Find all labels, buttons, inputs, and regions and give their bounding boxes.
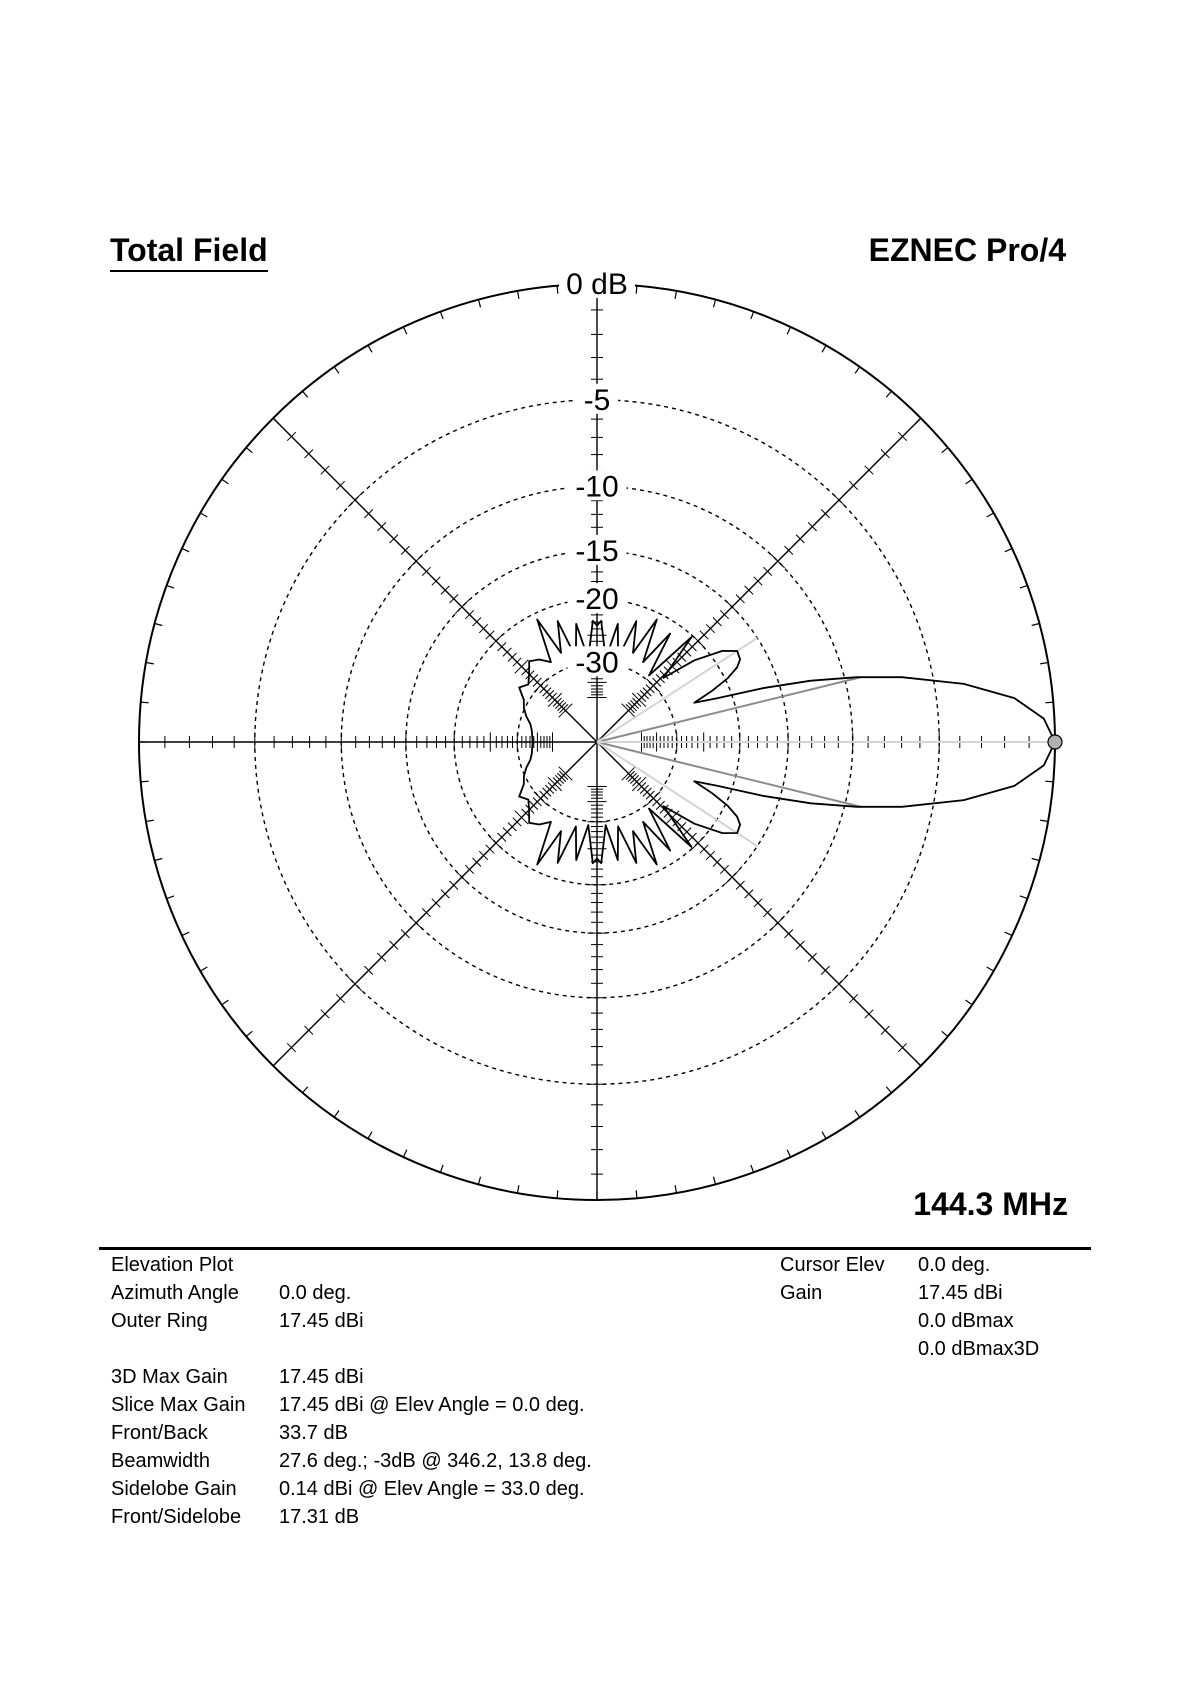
outer-tick xyxy=(714,300,716,308)
outer-tick xyxy=(1020,585,1028,588)
outer-tick xyxy=(1045,781,1053,782)
info-value: 27.6 deg.; -3dB @ 346.2, 13.8 deg. xyxy=(279,1450,592,1472)
outer-tick xyxy=(557,1190,558,1198)
outer-tick xyxy=(440,312,443,320)
info-value: 17.45 dBi xyxy=(918,1282,1003,1304)
outer-tick xyxy=(146,663,154,664)
info-spacer xyxy=(111,1335,592,1363)
outer-tick xyxy=(403,1150,406,1157)
outer-tick xyxy=(155,624,163,626)
outer-tick xyxy=(886,391,891,397)
outer-tick xyxy=(675,291,676,299)
outer-tick xyxy=(1040,663,1048,664)
outer-tick xyxy=(518,291,519,299)
frequency-label: 144.3 MHz xyxy=(913,1186,1068,1222)
outer-tick xyxy=(1032,859,1040,861)
cursor-marker xyxy=(1048,735,1062,749)
outer-tick xyxy=(303,391,308,397)
info-value: 17.45 dBi xyxy=(279,1310,364,1332)
outer-tick xyxy=(855,367,860,374)
outer-tick xyxy=(155,859,163,861)
info-row-dbmax3d xyxy=(780,1335,1039,1363)
info-label: Cursor Elev xyxy=(780,1254,885,1276)
info-row-front-back xyxy=(111,1419,592,1447)
outer-tick xyxy=(987,967,994,971)
outer-tick xyxy=(368,345,372,352)
outer-tick xyxy=(822,1132,826,1139)
info-value: 17.45 dBi @ Elev Angle = 0.0 deg. xyxy=(279,1394,585,1416)
info-row-cursor-elev xyxy=(780,1251,1039,1279)
outer-tick xyxy=(334,367,339,374)
outer-tick xyxy=(182,548,189,551)
outer-tick xyxy=(368,1132,372,1139)
info-row-front-sidelobe xyxy=(111,1503,592,1531)
info-panel-cursor xyxy=(780,1251,1039,1363)
outer-tick xyxy=(751,312,754,320)
info-label xyxy=(780,1307,918,1335)
outer-tick xyxy=(675,1185,676,1193)
outer-tick xyxy=(182,932,189,935)
info-row-beamwidth xyxy=(111,1447,592,1475)
info-row-sidelobe-gain xyxy=(111,1475,592,1503)
outer-tick xyxy=(146,820,154,821)
outer-tick xyxy=(1032,624,1040,626)
outer-tick xyxy=(855,1111,860,1118)
info-row-3d-max-gain xyxy=(111,1363,592,1391)
outer-tick xyxy=(822,345,826,352)
info-label: Elevation Plot xyxy=(111,1254,234,1276)
outer-tick xyxy=(273,1060,279,1066)
outer-tick xyxy=(141,781,149,782)
info-label: Gain xyxy=(780,1282,823,1304)
outer-tick xyxy=(966,479,973,484)
outer-tick xyxy=(246,1031,252,1036)
outer-tick xyxy=(479,1177,481,1185)
outer-tick xyxy=(440,1165,443,1173)
ring-label: -15 xyxy=(575,534,619,568)
info-panel-left xyxy=(111,1251,592,1531)
info-row-slice-max-gain xyxy=(111,1391,592,1419)
outer-tick xyxy=(167,896,175,899)
outer-tick xyxy=(167,585,175,588)
info-value: 33.7 dB xyxy=(279,1422,348,1444)
outer-tick xyxy=(200,513,207,517)
outer-tick xyxy=(246,448,252,453)
outer-tick xyxy=(942,1031,948,1036)
outer-tick xyxy=(403,327,406,334)
spoke-225deg xyxy=(273,742,597,1066)
info-label: Sidelobe Gain xyxy=(111,1478,237,1500)
info-label: Front/Sidelobe xyxy=(111,1506,242,1528)
outer-tick xyxy=(787,327,790,334)
ring-label: -30 xyxy=(575,646,619,680)
program-name: EZNEC Pro/4 xyxy=(868,232,1066,268)
outer-tick xyxy=(200,967,207,971)
outer-tick xyxy=(479,300,481,308)
title-total-field: Total Field xyxy=(110,232,268,272)
outer-tick xyxy=(273,418,279,424)
outer-tick xyxy=(1020,896,1028,899)
info-row-outer-ring xyxy=(111,1307,592,1335)
info-label: Outer Ring xyxy=(111,1310,208,1332)
ring-label: -10 xyxy=(575,470,619,504)
outer-tick xyxy=(141,702,149,703)
outer-tick xyxy=(751,1165,754,1173)
info-value: 17.31 dB xyxy=(279,1506,360,1528)
outer-tick xyxy=(1040,820,1048,821)
outer-tick xyxy=(334,1111,339,1118)
ring-label: -5 xyxy=(583,383,611,417)
info-value: 0.14 dBi @ Elev Angle = 33.0 deg. xyxy=(279,1478,585,1500)
outer-tick xyxy=(1005,548,1012,551)
spoke-315deg xyxy=(597,742,921,1066)
outer-tick xyxy=(915,1060,921,1066)
outer-tick xyxy=(966,1000,973,1005)
outer-tick xyxy=(987,513,994,517)
outer-tick xyxy=(557,286,558,294)
info-row-elevation-plot xyxy=(111,1251,592,1279)
info-divider xyxy=(99,1247,1091,1250)
outer-tick xyxy=(636,1190,637,1198)
info-label: Azimuth Angle xyxy=(111,1282,239,1304)
info-row-dbmax xyxy=(780,1307,1039,1335)
info-value: 0.0 deg. xyxy=(918,1254,991,1276)
outer-tick xyxy=(222,1000,229,1005)
outer-tick xyxy=(787,1150,790,1157)
info-row-gain xyxy=(780,1279,1039,1307)
outer-tick xyxy=(1045,702,1053,703)
outer-tick xyxy=(915,418,921,424)
info-row-azimuth-angle xyxy=(111,1279,592,1307)
info-value: 0.0 dBmax xyxy=(918,1310,1014,1332)
spoke-135deg xyxy=(273,418,597,742)
outer-tick xyxy=(303,1087,308,1093)
marker-group xyxy=(597,638,1055,846)
outer-tick xyxy=(222,479,229,484)
outer-tick xyxy=(886,1087,891,1093)
ring-label: -20 xyxy=(575,583,619,617)
outer-tick xyxy=(714,1177,716,1185)
outer-tick xyxy=(518,1185,519,1193)
ring-label: 0 dB xyxy=(566,268,628,301)
info-value: 0.0 deg. xyxy=(279,1282,352,1304)
info-label xyxy=(780,1335,918,1363)
outer-tick xyxy=(942,448,948,453)
info-label: Front/Back xyxy=(111,1422,208,1444)
info-label: Beamwidth xyxy=(111,1450,210,1472)
info-label: 3D Max Gain xyxy=(111,1366,228,1388)
outer-tick xyxy=(1005,932,1012,935)
info-value: 0.0 dBmax3D xyxy=(918,1338,1040,1360)
outer-tick xyxy=(636,286,637,294)
spoke-45deg xyxy=(597,418,921,742)
info-value: 17.45 dBi xyxy=(279,1366,364,1388)
info-label: Slice Max Gain xyxy=(111,1394,246,1416)
